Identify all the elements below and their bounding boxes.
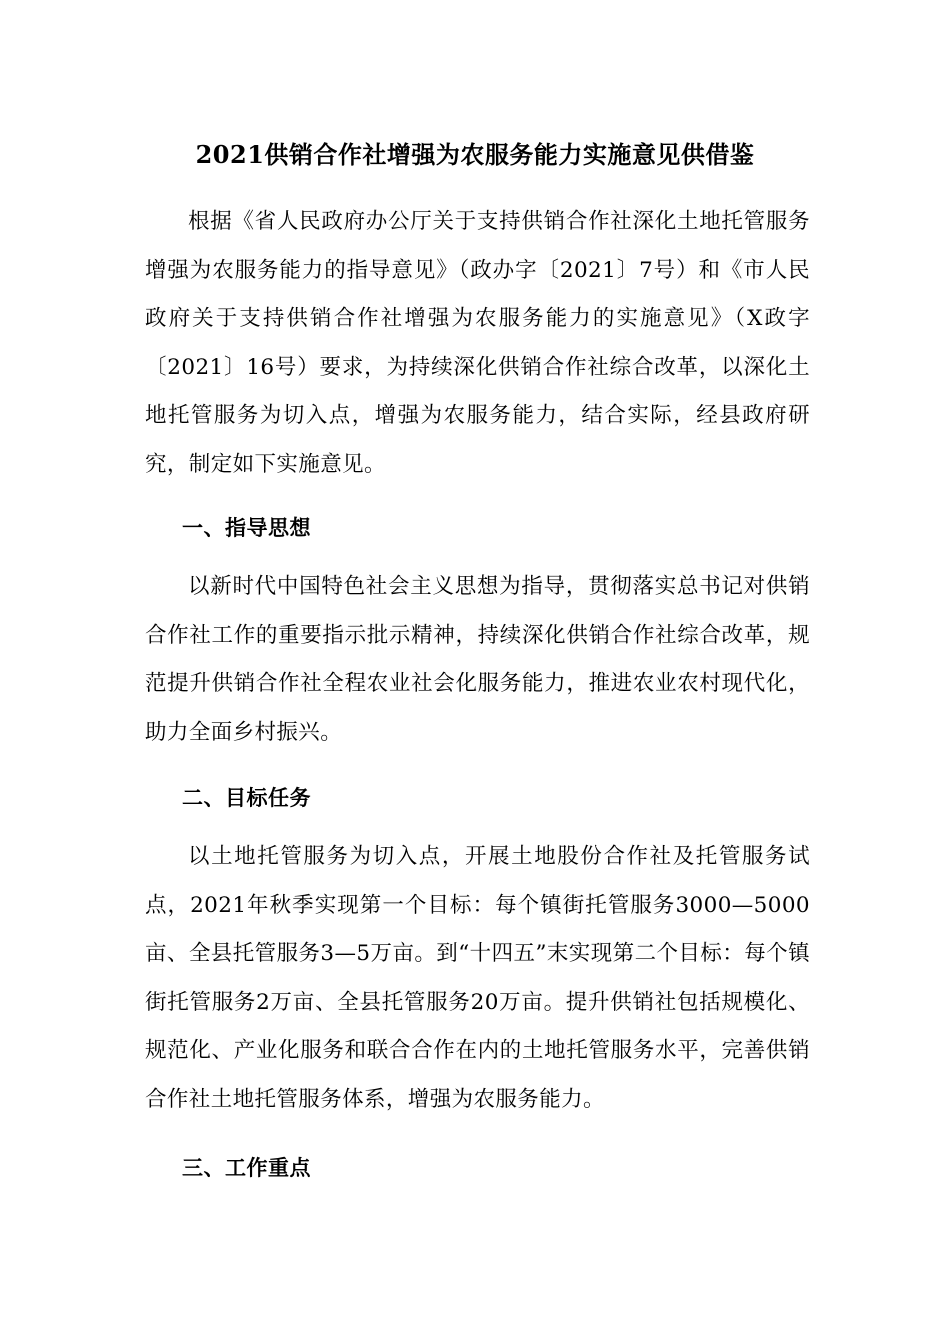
intro-paragraph: 根据《省人民政府办公厅关于支持供销合作社深化土地托管服务增强为农服务能力的指导意见》（政办字〔2021〕7号）和《市人民政府关于支持供销合作社增强为农服务能力的实施意见》（X政字〔2021〕16号）要求，为持续深化供销合作社综合改革，以深化土地托管服务为切入点，增强为农服务能力，结合实际，经县政府研究，制定如下实施意见。: [145, 209, 810, 477]
section-heading-guiding-thought: 一、指导思想: [182, 516, 311, 540]
section-body-guiding-thought: 以新时代中国特色社会主义思想为指导，贯彻落实总书记对供销合作社工作的重要指示批示精神，持续深化供销合作社综合改革，规范提升供销合作社全程农业社会化服务能力，推进农业农村现代化，助力全面乡村振兴。: [145, 574, 810, 745]
section-heading-work-priorities: 三、工作重点: [182, 1156, 311, 1180]
section-heading-goals-tasks: 二、目标任务: [182, 786, 311, 810]
section-body-goals-tasks: 以土地托管服务为切入点，开展土地股份合作社及托管服务试点，2021年秋季实现第一个目标：每个镇街托管服务3000—5000亩、全县托管服务3—5万亩。到“十四五”末实现第二个目标：每个镇街托管服务2万亩、全县托管服务20万亩。提升供销社包括规模化、规范化、产业化服务和联合合作在内的土地托管服务水平，完善供销合作社土地托管服务体系，增强为农服务能力。: [145, 844, 810, 1112]
document-title: 2021供销合作社增强为农服务能力实施意见供借鉴: [195, 140, 755, 169]
